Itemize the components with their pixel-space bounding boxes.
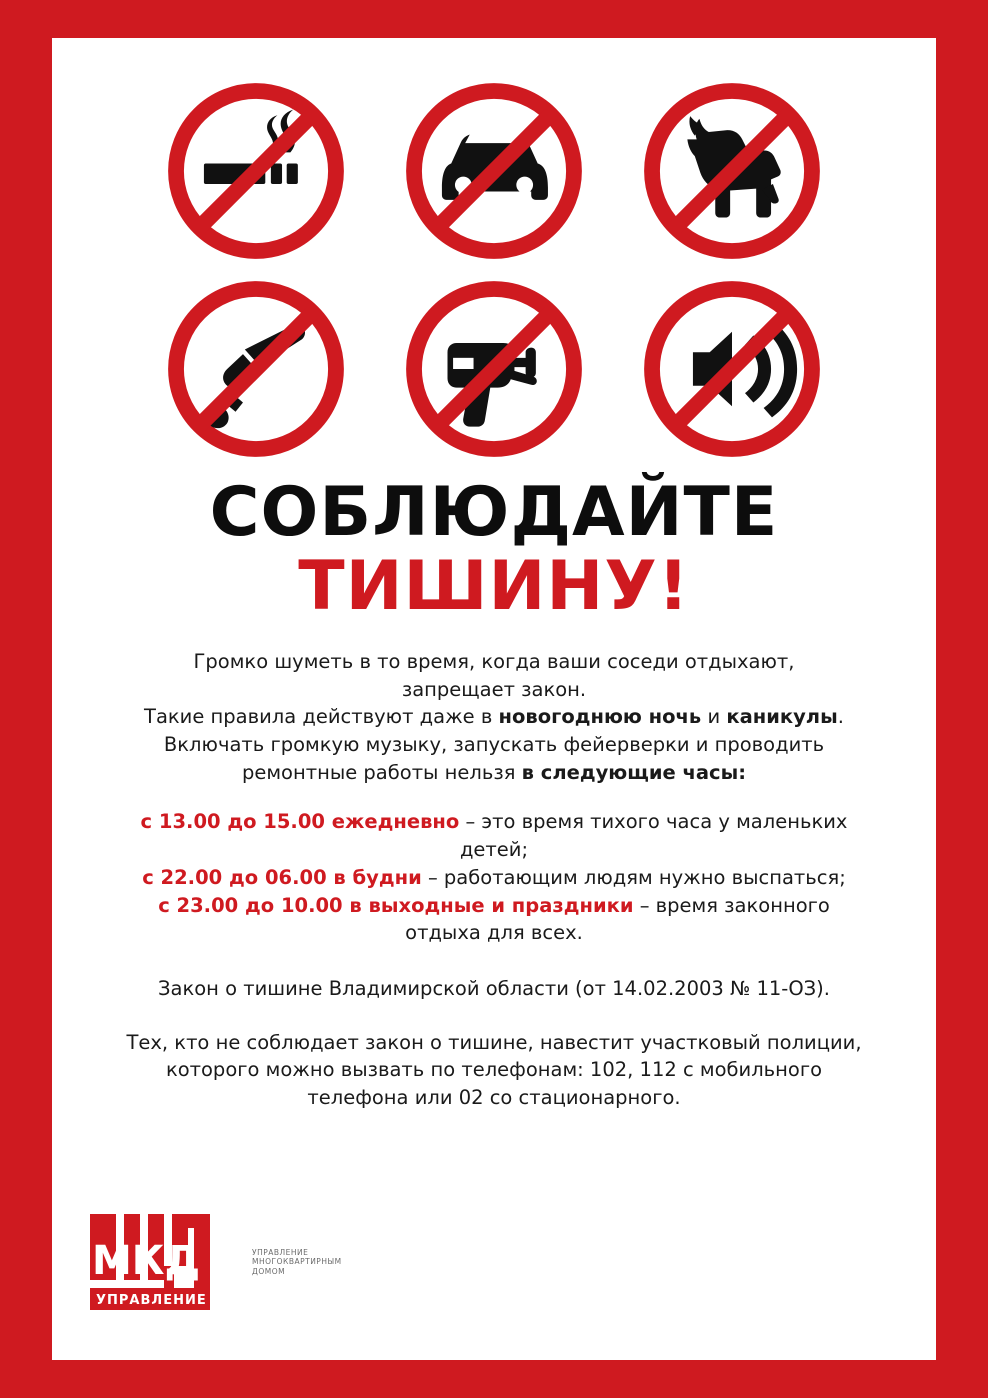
intro-line-1: Громко шуметь в то время, когда ваши соседи отдыхают,: [193, 650, 795, 673]
schedule-time: с 22.00 до 06.00 в будни: [142, 865, 422, 889]
svg-text:УПРАВЛЕНИЕ: УПРАВЛЕНИЕ: [96, 1293, 207, 1308]
no-fireworks-icon: [163, 276, 349, 462]
no-dogs-icon: [639, 78, 825, 264]
rule-works-prefix: Включать громкую музыку, запускать фейерверки и проводить ремонтные работы нельзя: [163, 733, 825, 784]
no-car-icon: [401, 78, 587, 264]
logo: [90, 1214, 390, 1334]
schedule-reason: – работающим людям нужно выспаться;: [421, 865, 846, 889]
no-drilling-icon: [401, 276, 587, 462]
logo-mark: [90, 1214, 240, 1322]
icon-row-top: [52, 78, 936, 264]
schedule-list: [122, 808, 866, 946]
no-smoking-icon: [163, 78, 349, 264]
logo-caption: [252, 1248, 342, 1276]
schedule-item: [122, 864, 866, 892]
schedule-item: [122, 892, 866, 947]
rule-general-bold-2: каникулы: [726, 705, 838, 729]
logo-caption-line-1: УПРАВЛЕНИЕ: [252, 1248, 309, 1257]
icon-row-bottom: [52, 276, 936, 462]
schedule-time: с 23.00 до 10.00 в выходные и праздники: [158, 893, 634, 917]
law-reference: Закон о тишине Владимирской области (от 14.02.2003 № 11-ОЗ).: [158, 976, 830, 1000]
rule-works-bold: в следующие часы:: [521, 760, 747, 784]
rule-works: [122, 731, 866, 786]
prohibition-icon-group: [52, 78, 936, 462]
rule-general-mid: и: [701, 705, 727, 729]
rule-general-prefix: Такие правила действуют даже в: [144, 705, 499, 729]
schedule-item: [122, 808, 866, 863]
rule-general-suffix: .: [837, 705, 844, 729]
schedule-reason: – это время тихого часа у маленьких детей;: [459, 810, 848, 862]
poster-title: [52, 473, 936, 627]
police-contact: Тех, кто не соблюдает закон о тишине, навестит участковый полиции, которого можно вызвать по телефонам: 102, 112 с мобильного телефона или 02 со стационарного.: [126, 1030, 862, 1109]
logo-caption-line-3: ДОМОМ: [252, 1266, 286, 1276]
schedule-time: с 13.00 до 15.00 ежедневно: [140, 810, 460, 834]
title-line-2: ТИШИНУ!: [298, 547, 690, 627]
poster-body: [122, 648, 866, 1112]
schedule-reason: – время законного отдыха для всех.: [405, 893, 830, 945]
poster-sheet: [52, 38, 936, 1360]
rule-general: [122, 703, 866, 731]
no-loud-sound-icon: [639, 276, 825, 462]
intro-line-2: запрещает закон.: [401, 677, 587, 701]
svg-text:МКД: МКД: [92, 1238, 201, 1284]
title-line-1: СОБЛЮДАЙТЕ: [209, 473, 779, 552]
rule-general-bold-1: новогоднюю ночь: [498, 705, 702, 729]
logo-caption-line-2: МНОГОКВАРТИРНЫМ: [252, 1257, 342, 1267]
